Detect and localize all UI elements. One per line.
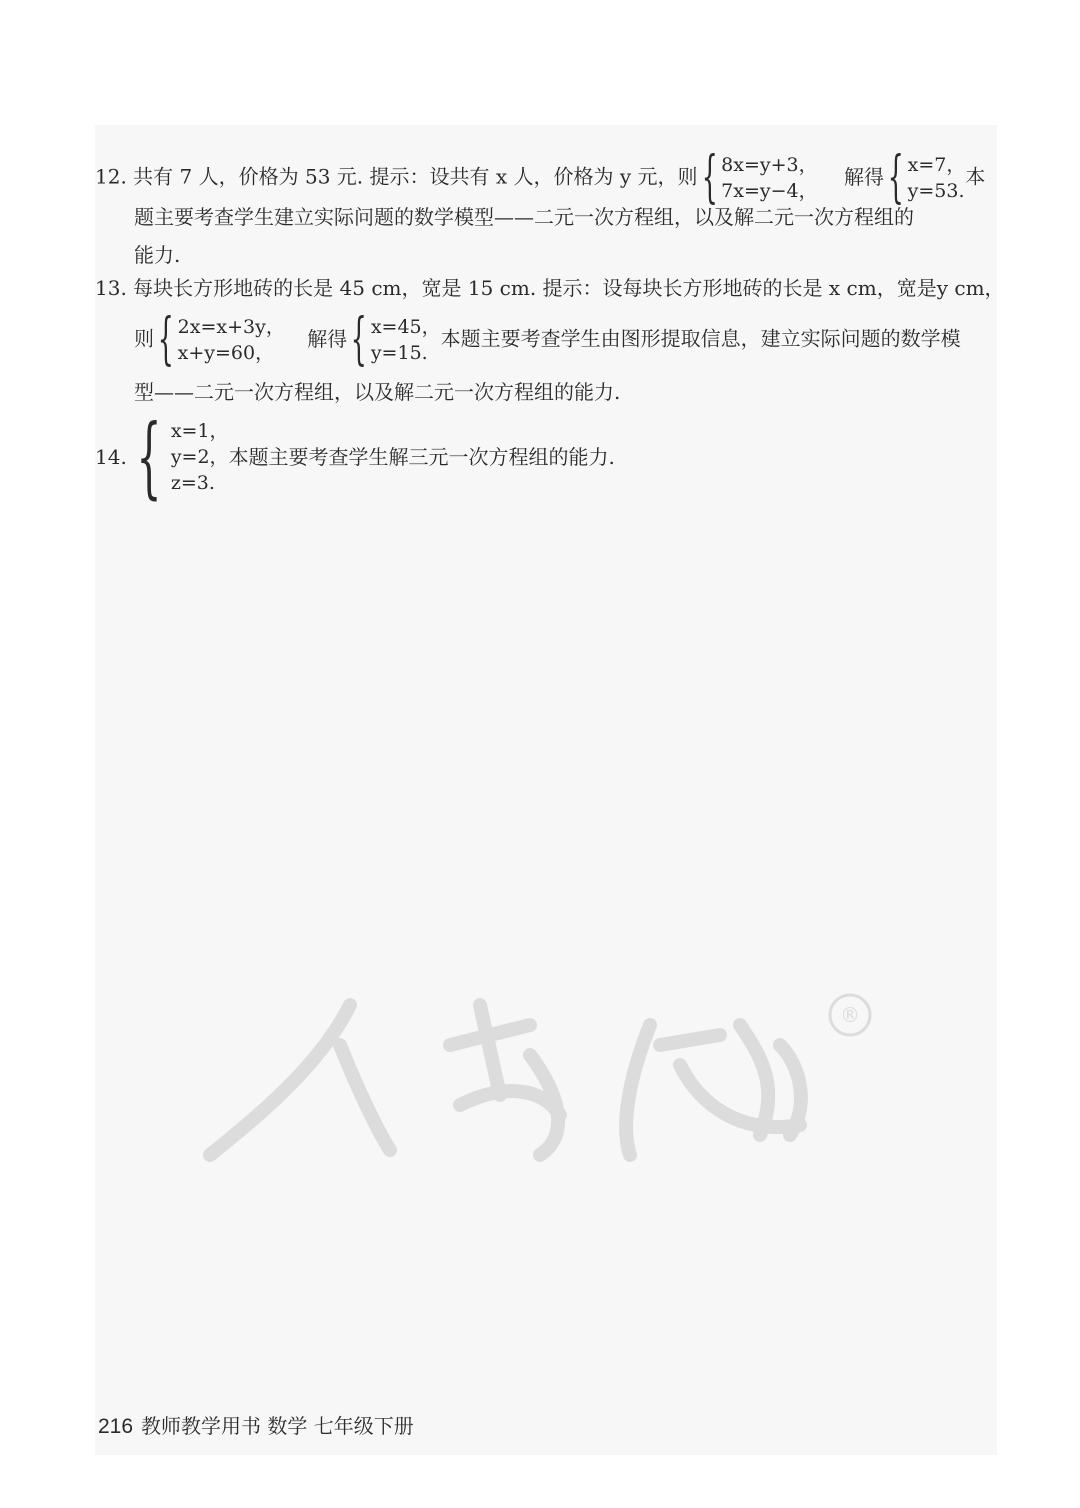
solution-value: x=7， xyxy=(907,154,966,176)
solve-word: 解得 xyxy=(307,326,348,351)
solution-value: z=3. xyxy=(170,472,215,494)
answer-13-line3: 型——二元一次方程组，以及解二元一次方程组的能力. xyxy=(134,380,621,404)
answer-14-tail: 本题主要考查学生解三元一次方程组的能力. xyxy=(228,445,615,469)
answer-12-line2: 题主要考查学生建立实际问题的数学模型——二元一次方程组，以及解二元一次方程组的 xyxy=(134,205,914,229)
solution-value: y=53. xyxy=(907,180,965,202)
solution-value: y=15. xyxy=(370,342,428,364)
book-title: 教师教学用书 数学 七年级下册 xyxy=(141,1414,414,1438)
answer-12-label: 12. xyxy=(95,164,127,189)
registered-mark: ® xyxy=(840,1003,860,1027)
answer-12-system xyxy=(721,152,817,204)
answer-13-line2 xyxy=(134,307,961,372)
answer-13-prefix: 则 xyxy=(134,326,154,351)
solution-value: x=45， xyxy=(370,316,441,338)
answer-12-solution xyxy=(908,152,966,204)
answer-14-label: 14. xyxy=(95,445,127,469)
left-brace-icon: { xyxy=(887,145,904,210)
page-footer xyxy=(98,1412,414,1441)
solve-word: 解得 xyxy=(843,164,884,189)
answer-13-label: 13. xyxy=(95,276,127,300)
answer-13-solution xyxy=(371,314,441,366)
left-brace-icon: { xyxy=(136,405,162,508)
solution-value: y=2， xyxy=(170,446,229,468)
equation: 8x=y+3， xyxy=(721,154,818,176)
left-brace-icon: { xyxy=(157,307,174,372)
equation: x+y=60， xyxy=(177,342,275,364)
answer-13-line1 xyxy=(95,274,1005,302)
left-brace-icon: { xyxy=(350,307,368,372)
left-brace-icon: { xyxy=(701,145,718,210)
answer-14-solution xyxy=(171,418,229,496)
equation: 7x=y−4， xyxy=(721,180,818,202)
answer-13-system xyxy=(178,314,285,366)
answer-13-tail: 本题主要考查学生由图形提取信息，建立实际问题的数学模 xyxy=(440,326,961,351)
equation: 2x=x+3y， xyxy=(177,316,285,338)
answer-12-text: 共有 7 人，价格为 53 元. 提示：设共有 x 人，价格为 y 元，则 xyxy=(133,164,698,189)
watermark-logo xyxy=(200,985,900,1165)
answer-12-line1 xyxy=(95,145,986,210)
answer-12-line3: 能力. xyxy=(134,243,181,267)
answer-12-tail: 本 xyxy=(965,164,986,189)
solution-value: x=1， xyxy=(170,420,229,442)
answer-14-block xyxy=(95,405,615,508)
page-number: 216 xyxy=(98,1415,134,1438)
answer-13-text: 每块长方形地砖的长是 45 cm，宽是 15 cm. 提示：设每块长方形地砖的长是 x cm，宽是y cm， xyxy=(133,276,1005,300)
